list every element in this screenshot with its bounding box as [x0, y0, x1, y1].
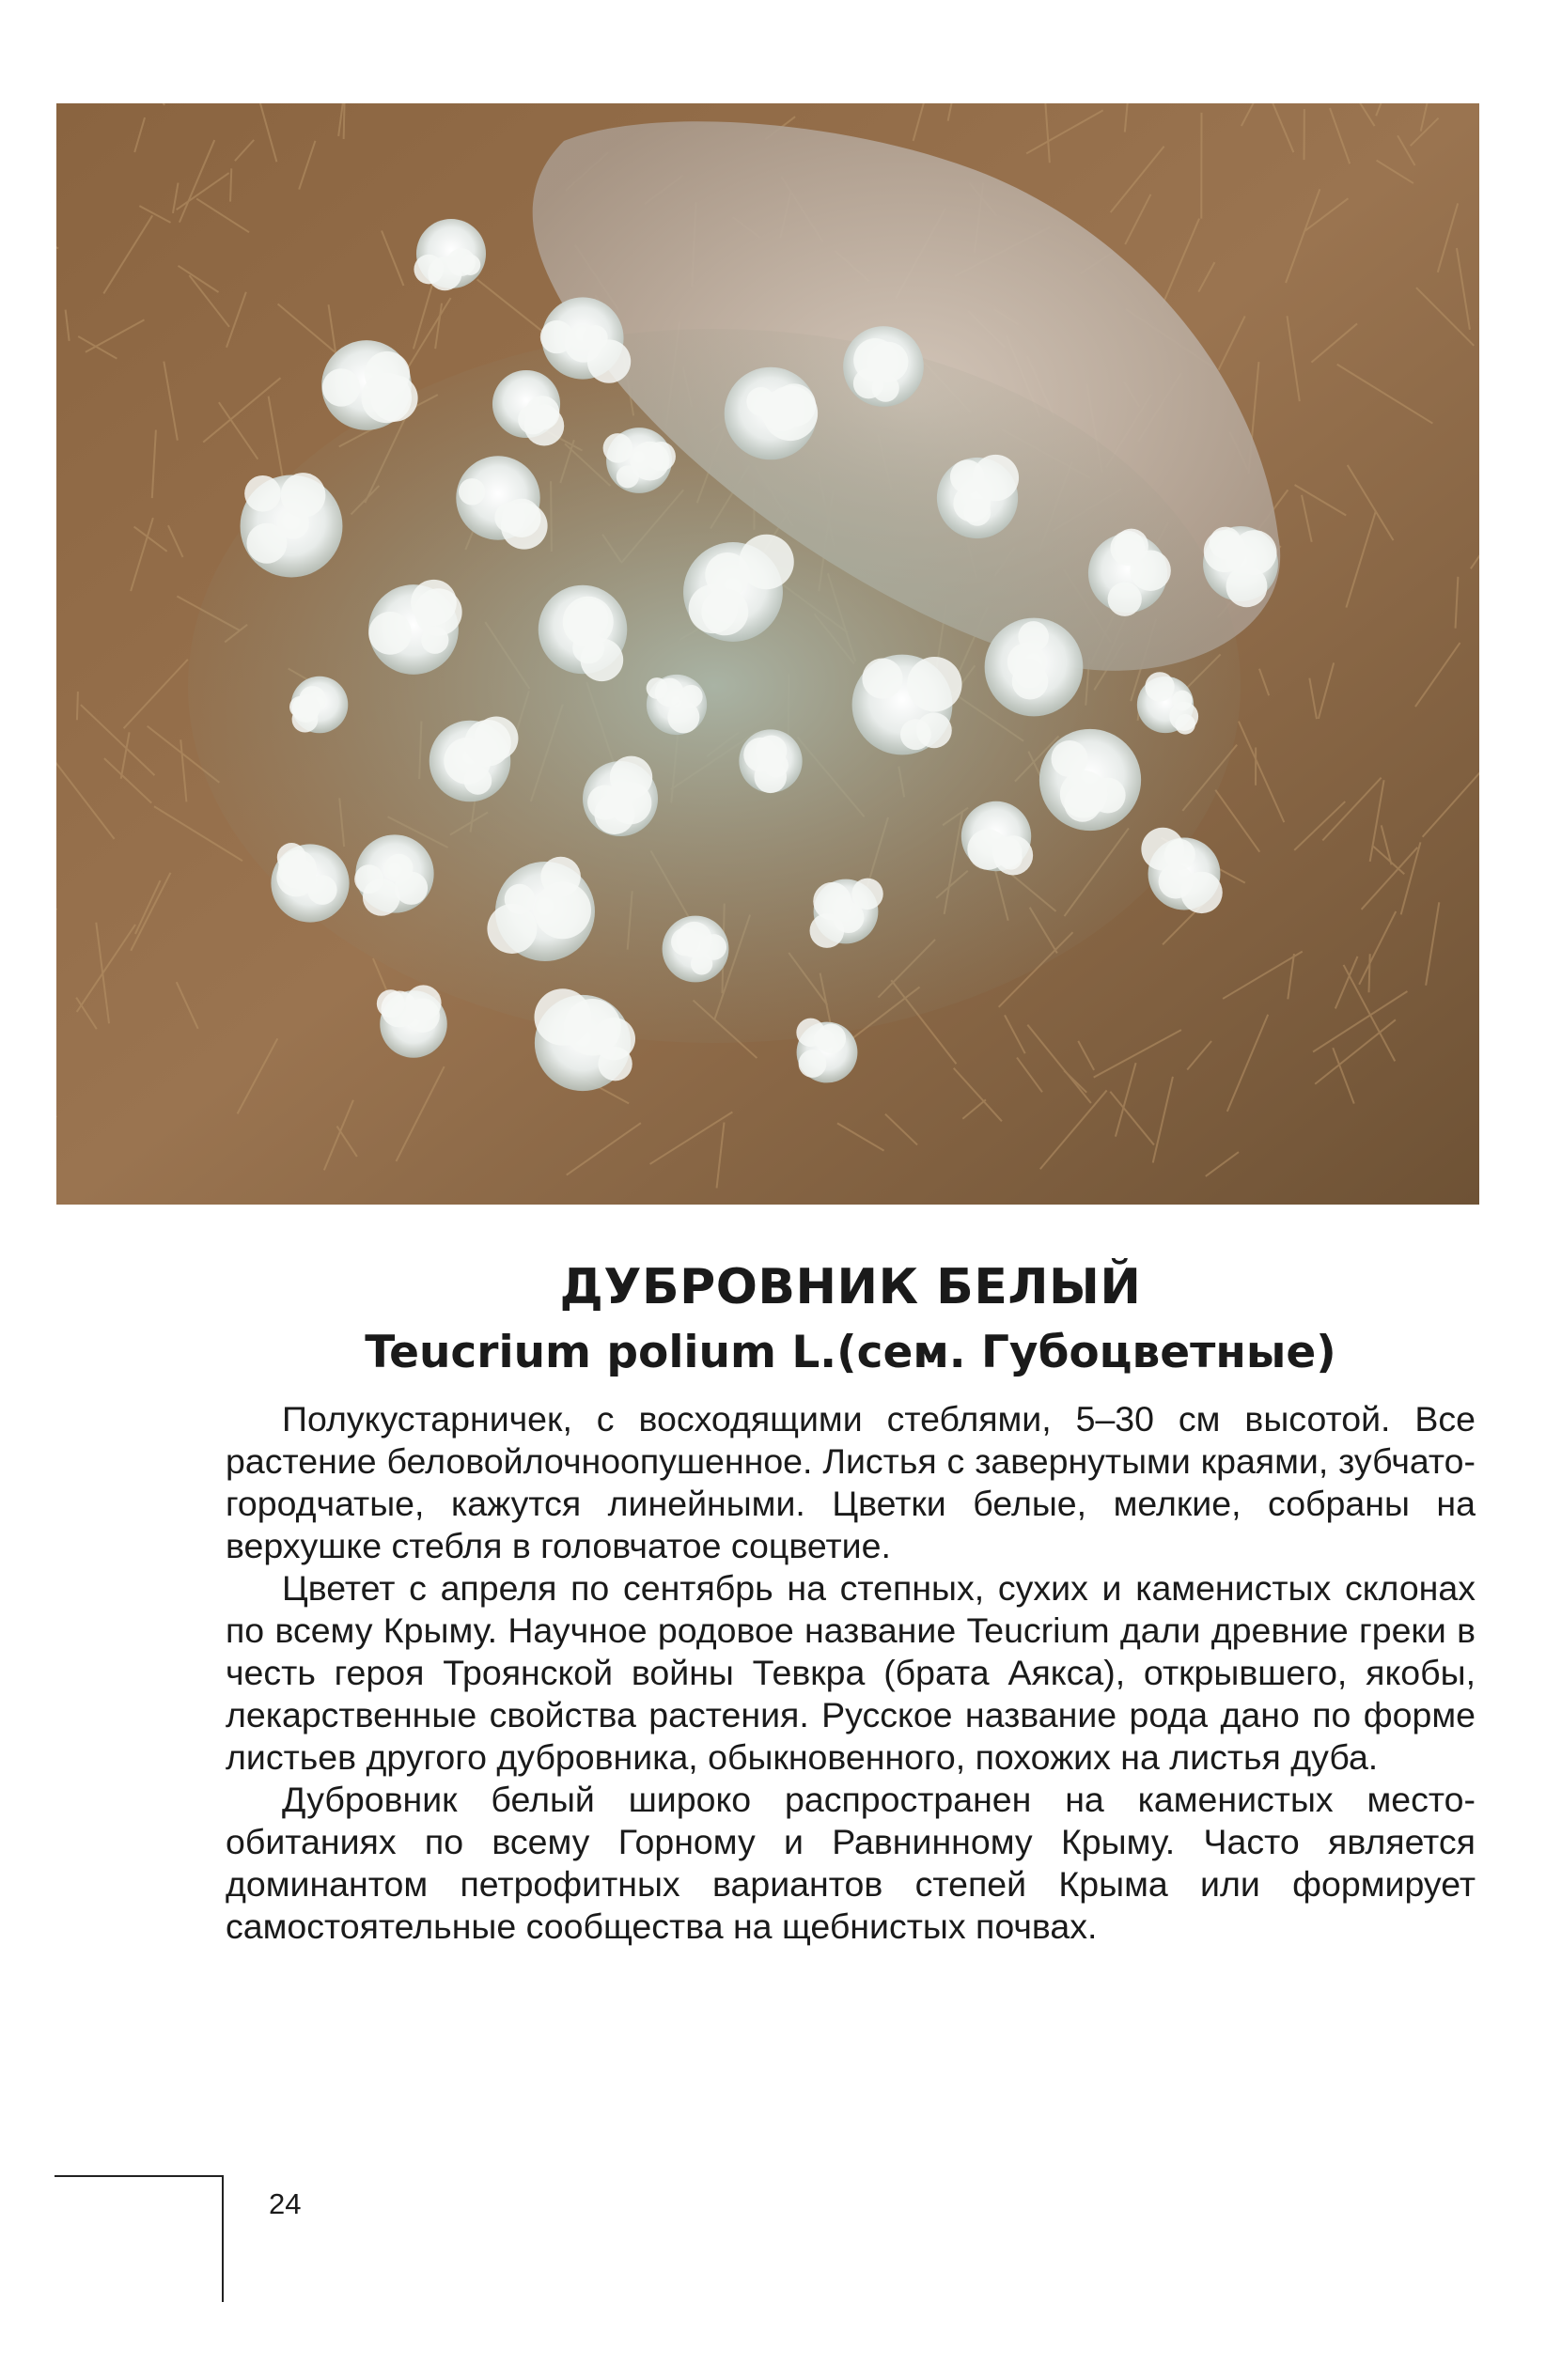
- page-number: 24: [269, 2187, 302, 2220]
- plant-photo: [56, 103, 1479, 1205]
- paragraph-morphology: Полукустарничек, с восходящими стеблями, 5–30 см высотой. Все растение беловойлочноопушенное. Листья с завернутыми краями, зубчато-городчатые, кажутся линейными. Цветки белые, мелкие, собраны на верхушке стебля в головчатое соцветие.: [226, 1399, 1476, 1565]
- footer-rule: [55, 2175, 224, 2177]
- species-latin-name: Teucrium polium L.(сем. Губоцветные): [365, 1327, 1336, 1378]
- species-title: ДУБРОВНИК БЕЛЫЙ: [559, 1259, 1142, 1315]
- species-description: [226, 1398, 1476, 1948]
- footer-rule-vertical: [222, 2175, 224, 2302]
- paragraph-flowering-etymology: Цветет с апреля по сентябрь на степных, сухих и каменистых склонах по всему Крыму. Научное родовое название Teucrium дали древние греки в честь героя Троянской войны Тевкра (брата Аякса), открывшего, якобы, лекарственные свойства растения. Русское название рода дано по форме листьев другого дубровника, обыкновенного, похожих на листья дуба.: [226, 1568, 1476, 1777]
- paragraph-distribution: Дубровник белый широко распространен на каменистых местообитаниях по всему Горному и Равнинному Крыму. Часто является доминантом петрофитных вариантов степей Крыма или формирует самостоятельные сообщества на щебнистых почвах.: [226, 1780, 1476, 1946]
